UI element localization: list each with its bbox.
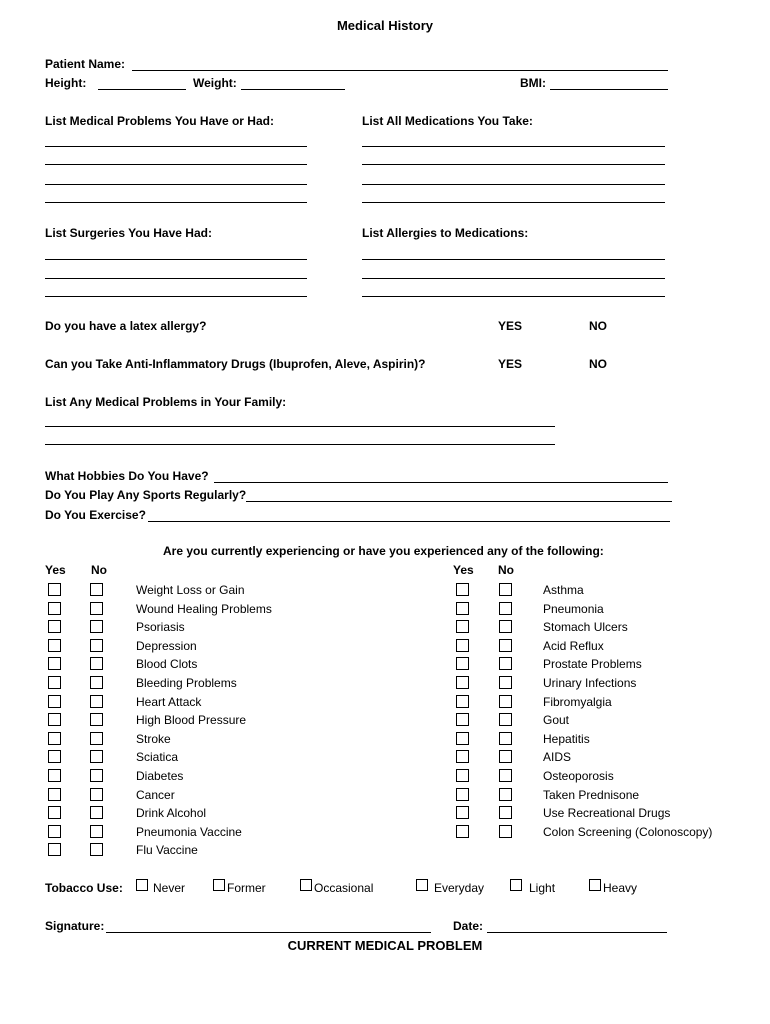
- condition-yes-checkbox[interactable]: [456, 639, 469, 652]
- exercise-label: Do You Exercise?: [45, 508, 146, 522]
- bmi-field[interactable]: [550, 89, 668, 90]
- medications-label: List All Medications You Take:: [362, 114, 533, 128]
- tobacco-former-label: Former: [227, 881, 266, 895]
- condition-label-right: Osteoporosis: [543, 769, 614, 783]
- signature-label: Signature:: [45, 919, 105, 933]
- condition-yes-checkbox[interactable]: [456, 750, 469, 763]
- condition-no-checkbox[interactable]: [90, 676, 103, 689]
- condition-yes-checkbox[interactable]: [48, 825, 61, 838]
- medical-problems-field-1[interactable]: [45, 146, 307, 147]
- yes-column-header-right: Yes: [453, 563, 474, 577]
- condition-no-checkbox[interactable]: [499, 825, 512, 838]
- surgeries-field-2[interactable]: [45, 278, 307, 279]
- condition-label-left: Cancer: [136, 787, 175, 802]
- condition-label-right: Prostate Problems: [543, 657, 642, 672]
- condition-no-checkbox[interactable]: [499, 732, 512, 745]
- tobacco-heavy-checkbox[interactable]: [589, 879, 601, 891]
- condition-no-checkbox[interactable]: [499, 620, 512, 633]
- condition-no-checkbox[interactable]: [499, 769, 512, 782]
- condition-yes-checkbox[interactable]: [48, 713, 61, 726]
- condition-no-checkbox[interactable]: [499, 806, 512, 819]
- condition-no-checkbox[interactable]: [90, 620, 103, 633]
- condition-no-checkbox[interactable]: [90, 695, 103, 708]
- condition-yes-checkbox[interactable]: [456, 732, 469, 745]
- condition-no-checkbox[interactable]: [499, 750, 512, 763]
- tobacco-former-checkbox[interactable]: [213, 879, 225, 891]
- condition-yes-checkbox[interactable]: [456, 695, 469, 708]
- medications-field-2[interactable]: [362, 164, 665, 165]
- condition-label-left: Bleeding Problems: [136, 676, 237, 690]
- condition-no-checkbox[interactable]: [90, 806, 103, 819]
- no-column-header-left: No: [91, 563, 107, 577]
- tobacco-never-label: Never: [153, 881, 186, 895]
- condition-label-right: Acid Reflux: [543, 638, 604, 653]
- condition-yes-checkbox[interactable]: [48, 695, 61, 708]
- tobacco-occasional-checkbox[interactable]: [300, 879, 312, 891]
- condition-label-left: High Blood Pressure: [136, 713, 247, 728]
- condition-no-checkbox[interactable]: [90, 825, 103, 838]
- condition-no-checkbox[interactable]: [90, 583, 103, 596]
- condition-yes-checkbox[interactable]: [48, 620, 61, 633]
- surgeries-label: List Surgeries You Have Had:: [45, 226, 212, 240]
- condition-label-right: AIDS: [543, 750, 572, 765]
- condition-label-right: Colon Screening (Colonoscopy): [543, 824, 713, 839]
- condition-no-checkbox[interactable]: [499, 788, 512, 801]
- condition-label-right: Use Recreational Drugs: [543, 806, 671, 821]
- condition-label-right: Hepatitis: [543, 731, 590, 746]
- condition-label-right: Asthma: [543, 583, 584, 597]
- allergies-label: List Allergies to Medications:: [362, 226, 529, 240]
- patient-name-label: Patient Name:: [45, 57, 126, 71]
- tobacco-heavy-label: Heavy: [603, 881, 638, 895]
- condition-label-left: Weight Loss or Gain: [136, 583, 245, 597]
- condition-yes-checkbox[interactable]: [456, 825, 469, 838]
- condition-yes-checkbox[interactable]: [456, 602, 469, 615]
- tobacco-everyday-checkbox[interactable]: [416, 879, 428, 891]
- weight-label: Weight:: [193, 76, 237, 90]
- antiinflammatory-question: Can you Take Anti-Inflammatory Drugs (Ibuprofen, Aleve, Aspirin)?: [45, 357, 426, 371]
- condition-label-left: Sciatica: [136, 750, 179, 765]
- condition-label-left: Diabetes: [136, 769, 184, 783]
- exercise-field[interactable]: [148, 521, 670, 522]
- family-problems-label: List Any Medical Problems in Your Family:: [45, 395, 287, 409]
- condition-no-checkbox[interactable]: [90, 639, 103, 652]
- condition-yes-checkbox[interactable]: [48, 639, 61, 652]
- signature-field[interactable]: [106, 932, 431, 933]
- yes-column-header-left: Yes: [45, 563, 66, 577]
- condition-yes-checkbox[interactable]: [456, 583, 469, 596]
- page-title: Medical History: [336, 18, 434, 33]
- condition-yes-checkbox[interactable]: [456, 806, 469, 819]
- experience-heading: Are you currently experiencing or have you experienced any of the following:: [163, 544, 604, 558]
- condition-no-checkbox[interactable]: [499, 583, 512, 596]
- condition-yes-checkbox[interactable]: [456, 713, 469, 726]
- condition-no-checkbox[interactable]: [499, 602, 512, 615]
- condition-yes-checkbox[interactable]: [48, 732, 61, 745]
- condition-yes-checkbox[interactable]: [48, 788, 61, 801]
- condition-yes-checkbox[interactable]: [456, 676, 469, 689]
- bmi-label: BMI:: [520, 76, 546, 90]
- condition-yes-checkbox[interactable]: [456, 788, 469, 801]
- hobbies-field[interactable]: [214, 482, 668, 483]
- condition-no-checkbox[interactable]: [499, 639, 512, 652]
- condition-label-right: Taken Prednisone: [543, 787, 640, 802]
- allergies-field-1[interactable]: [362, 259, 665, 260]
- antiinflammatory-no-option[interactable]: NO: [589, 357, 607, 371]
- surgeries-field-3[interactable]: [45, 296, 307, 297]
- condition-label-right: Pneumonia: [543, 601, 604, 616]
- condition-yes-checkbox[interactable]: [456, 620, 469, 633]
- medications-field-1[interactable]: [362, 146, 665, 147]
- date-label: Date:: [453, 919, 484, 933]
- condition-yes-checkbox[interactable]: [48, 676, 61, 689]
- date-field[interactable]: [487, 932, 667, 933]
- condition-yes-checkbox[interactable]: [48, 750, 61, 763]
- weight-field[interactable]: [241, 89, 345, 90]
- condition-label-left: Drink Alcohol: [136, 806, 207, 821]
- condition-label-left: Wound Healing Problems: [136, 601, 272, 616]
- allergies-field-2[interactable]: [362, 278, 665, 279]
- allergies-field-3[interactable]: [362, 296, 665, 297]
- medications-field-4[interactable]: [362, 202, 665, 203]
- tobacco-use-label: Tobacco Use:: [45, 881, 123, 895]
- no-column-header-right: No: [498, 563, 514, 577]
- condition-yes-checkbox[interactable]: [48, 657, 61, 670]
- condition-label-left: Blood Clots: [136, 657, 198, 672]
- latex-no-option[interactable]: NO: [589, 319, 607, 333]
- condition-no-checkbox[interactable]: [90, 769, 103, 782]
- condition-label-right: Urinary Infections: [543, 676, 637, 690]
- condition-yes-checkbox[interactable]: [456, 769, 469, 782]
- medical-problems-label: List Medical Problems You Have or Had:: [45, 114, 274, 128]
- medical-problems-field-2[interactable]: [45, 164, 307, 165]
- condition-no-checkbox[interactable]: [499, 695, 512, 708]
- family-problems-field-1[interactable]: [45, 426, 555, 427]
- condition-no-checkbox[interactable]: [90, 788, 103, 801]
- condition-no-checkbox[interactable]: [499, 713, 512, 726]
- sports-field[interactable]: [246, 501, 672, 502]
- height-field[interactable]: [98, 89, 186, 90]
- condition-no-checkbox[interactable]: [499, 676, 512, 689]
- condition-label-right: Fibromyalgia: [543, 694, 612, 709]
- condition-no-checkbox[interactable]: [90, 602, 103, 615]
- condition-label-left: Depression: [136, 638, 197, 653]
- tobacco-everyday-label: Everyday: [434, 881, 485, 895]
- latex-yes-option[interactable]: YES: [498, 319, 523, 333]
- condition-no-checkbox[interactable]: [499, 657, 512, 670]
- hobbies-label: What Hobbies Do You Have?: [45, 469, 209, 483]
- patient-name-field[interactable]: [132, 70, 668, 71]
- condition-label-left: Heart Attack: [136, 694, 202, 709]
- condition-yes-checkbox[interactable]: [48, 602, 61, 615]
- surgeries-field-1[interactable]: [45, 259, 307, 260]
- condition-label-left: Pneumonia Vaccine: [136, 824, 242, 839]
- condition-yes-checkbox[interactable]: [48, 843, 61, 856]
- condition-label-right: Gout: [543, 713, 570, 728]
- condition-no-checkbox[interactable]: [90, 732, 103, 745]
- medications-field-3[interactable]: [362, 184, 665, 185]
- condition-no-checkbox[interactable]: [90, 713, 103, 726]
- antiinflammatory-yes-option[interactable]: YES: [498, 357, 523, 371]
- condition-yes-checkbox[interactable]: [456, 657, 469, 670]
- condition-yes-checkbox[interactable]: [48, 583, 61, 596]
- medical-problems-field-4[interactable]: [45, 202, 307, 203]
- height-label: Height:: [45, 76, 87, 90]
- condition-no-checkbox[interactable]: [90, 750, 103, 763]
- tobacco-light-checkbox[interactable]: [510, 879, 522, 891]
- condition-label-right: Stomach Ulcers: [543, 620, 628, 635]
- condition-label-left: Flu Vaccine: [136, 843, 198, 858]
- condition-no-checkbox[interactable]: [90, 657, 103, 670]
- condition-no-checkbox[interactable]: [90, 843, 103, 856]
- condition-yes-checkbox[interactable]: [48, 806, 61, 819]
- tobacco-light-label: Light: [529, 881, 556, 895]
- current-medical-problem-heading: CURRENT MEDICAL PROBLEM: [287, 938, 483, 953]
- condition-label-left: Stroke: [136, 731, 171, 746]
- condition-yes-checkbox[interactable]: [48, 769, 61, 782]
- condition-label-left: Psoriasis: [136, 620, 185, 635]
- medical-problems-field-3[interactable]: [45, 184, 307, 185]
- family-problems-field-2[interactable]: [45, 444, 555, 445]
- tobacco-never-checkbox[interactable]: [136, 879, 148, 891]
- sports-label: Do You Play Any Sports Regularly?: [45, 488, 247, 502]
- latex-allergy-question: Do you have a latex allergy?: [45, 319, 207, 333]
- tobacco-occasional-label: Occasional: [314, 881, 374, 895]
